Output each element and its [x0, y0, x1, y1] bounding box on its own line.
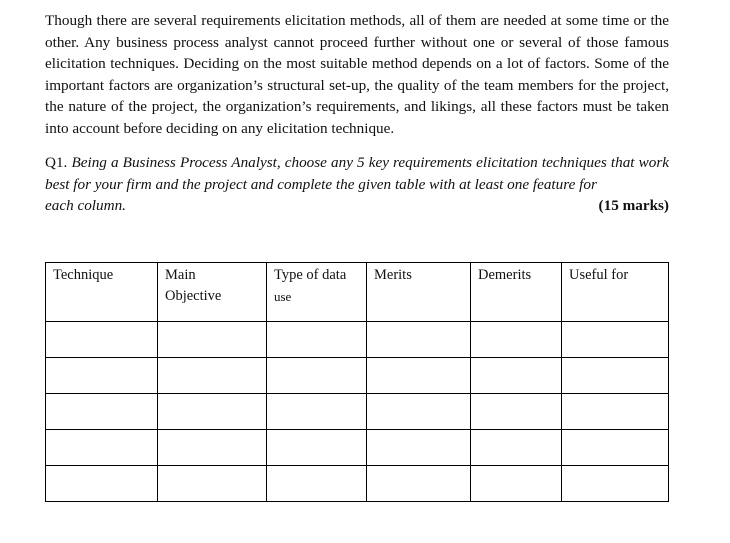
table-cell[interactable]: [367, 466, 471, 502]
table-cell[interactable]: [562, 466, 669, 502]
header-type-of-data-use: [267, 263, 367, 322]
table-cell[interactable]: [267, 430, 367, 466]
table-cell[interactable]: [158, 322, 267, 358]
header-line: Demerits: [478, 267, 532, 283]
table-cell[interactable]: [471, 322, 562, 358]
header-line: Type of data: [274, 267, 347, 283]
table-cell[interactable]: [471, 430, 562, 466]
header-line: Technique: [53, 267, 114, 283]
header-technique: [46, 263, 158, 322]
elicitation-table: [45, 262, 669, 502]
table-cell[interactable]: [267, 466, 367, 502]
table-row: [46, 430, 669, 466]
table-cell[interactable]: [158, 394, 267, 430]
table-cell[interactable]: [367, 322, 471, 358]
table-cell[interactable]: [562, 358, 669, 394]
question-q1: [45, 152, 669, 217]
table-cell[interactable]: [46, 394, 158, 430]
table-cell[interactable]: [267, 394, 367, 430]
table-cell[interactable]: [158, 358, 267, 394]
header-merits: [367, 263, 471, 322]
question-marks: (15 marks): [598, 197, 669, 215]
header-useful-for: [562, 263, 669, 322]
question-label: Q1.: [45, 154, 68, 171]
table-row: [46, 322, 669, 358]
question-text: Being a Business Process Analyst, choose any 5 key requirements elicitation techniques that work best for your firm and the project and complete the given table with at least one feature for: [45, 154, 669, 193]
table-cell[interactable]: [471, 394, 562, 430]
table-header-row: [46, 263, 669, 322]
table-cell[interactable]: [562, 394, 669, 430]
table-cell[interactable]: [158, 466, 267, 502]
header-line: Main: [165, 267, 196, 283]
header-line: use: [274, 289, 292, 304]
header-line: Useful for: [569, 267, 629, 283]
table-cell[interactable]: [367, 394, 471, 430]
table-cell[interactable]: [562, 430, 669, 466]
header-line: Objective: [165, 288, 222, 304]
header-demerits: [471, 263, 562, 322]
table-cell[interactable]: [471, 358, 562, 394]
table-cell[interactable]: [562, 322, 669, 358]
table-cell[interactable]: [46, 322, 158, 358]
table-row: [46, 394, 669, 430]
header-main-objective: [158, 263, 267, 322]
table-cell[interactable]: [367, 358, 471, 394]
table-cell[interactable]: [267, 358, 367, 394]
table-cell[interactable]: [471, 466, 562, 502]
question-text-end: each column.: [45, 197, 126, 215]
table-cell[interactable]: [367, 430, 471, 466]
table-row: [46, 466, 669, 502]
table-cell[interactable]: [46, 430, 158, 466]
table-row: [46, 358, 669, 394]
question-last-line: [45, 195, 669, 217]
header-line: Merits: [374, 267, 412, 283]
table-cell[interactable]: [158, 430, 267, 466]
table-cell[interactable]: [46, 466, 158, 502]
table-cell[interactable]: [267, 322, 367, 358]
intro-paragraph: Though there are several requirements elicitation methods, all of them are needed at some time or the other. Any business process analyst cannot proceed further without one or several of those famous elicitation techniques. Deciding on the most suitable method depends on a lot of factors. Some of the important factors are organization’s structural set-up, the quality of the team members for the project, the nature of the project, the organization’s requirements, and likings, all these factors must be taken into account before deciding on any elicitation technique.: [45, 12, 669, 137]
table-cell[interactable]: [46, 358, 158, 394]
